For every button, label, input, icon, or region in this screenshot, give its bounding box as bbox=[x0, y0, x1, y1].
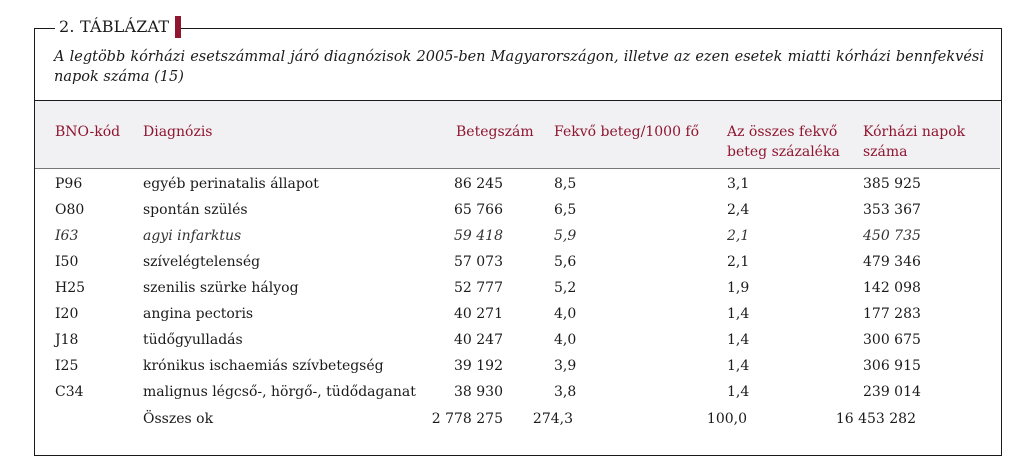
table-row bbox=[0, 327, 1013, 353]
header-days-line1: Kórházi napok bbox=[863, 124, 966, 140]
row-diagnosis: agyi infarktus bbox=[143, 228, 242, 244]
row-patients: 57 073 bbox=[454, 254, 503, 270]
row-percent: 2,1 bbox=[727, 228, 750, 244]
row-percent: 3,1 bbox=[727, 176, 750, 192]
row-code: C34 bbox=[55, 384, 84, 400]
row-per1000: 5,9 bbox=[554, 228, 577, 244]
row-code: J18 bbox=[55, 332, 79, 348]
header-percent-line2: beteg százaléka bbox=[727, 144, 840, 160]
row-patients: 40 247 bbox=[454, 332, 503, 348]
row-patients: 38 930 bbox=[454, 384, 503, 400]
row-code: P96 bbox=[55, 176, 83, 192]
row-diagnosis: malignus légcső-, hörgő-, tüdődaganat bbox=[143, 384, 416, 400]
table-row bbox=[0, 353, 1013, 379]
row-patients: 59 418 bbox=[454, 228, 503, 244]
row-per1000: 3,9 bbox=[554, 358, 577, 374]
row-days: 385 925 bbox=[863, 176, 921, 192]
row-days: 479 346 bbox=[863, 254, 921, 270]
table-row bbox=[0, 223, 1013, 249]
header-days-line2: száma bbox=[863, 144, 908, 160]
total-patients: 2 778 275 bbox=[431, 411, 503, 427]
row-per1000: 5,6 bbox=[554, 254, 577, 270]
table-row bbox=[0, 301, 1013, 327]
header-patients: Betegszám bbox=[456, 124, 534, 140]
row-days: 306 915 bbox=[863, 358, 921, 374]
row-percent: 1,4 bbox=[727, 358, 750, 374]
row-percent: 1,4 bbox=[727, 306, 750, 322]
row-per1000: 8,5 bbox=[554, 176, 577, 192]
row-code: I25 bbox=[55, 358, 79, 374]
row-days: 177 283 bbox=[863, 306, 921, 322]
row-diagnosis: angina pectoris bbox=[143, 306, 254, 322]
table-row bbox=[0, 379, 1013, 405]
header-percent bbox=[727, 122, 840, 162]
row-diagnosis: krónikus ischaemiás szívbetegség bbox=[143, 358, 384, 374]
row-code: I50 bbox=[55, 254, 79, 270]
row-patients: 86 245 bbox=[454, 176, 503, 192]
row-code: I63 bbox=[55, 228, 79, 244]
row-code: H25 bbox=[55, 280, 86, 296]
table-row bbox=[0, 197, 1013, 223]
header-percent-line1: Az összes fekvő bbox=[727, 124, 838, 140]
row-code: I20 bbox=[55, 306, 79, 322]
row-per1000: 5,2 bbox=[554, 280, 577, 296]
table-total-row bbox=[0, 406, 1013, 432]
row-code: O80 bbox=[55, 202, 85, 218]
row-per1000: 4,0 bbox=[554, 306, 577, 322]
row-patients: 65 766 bbox=[454, 202, 503, 218]
table-label: 2. TÁBLÁZAT bbox=[55, 16, 175, 38]
table-row bbox=[0, 249, 1013, 275]
row-patients: 39 192 bbox=[454, 358, 503, 374]
row-percent: 2,1 bbox=[727, 254, 750, 270]
header-code: BNO-kód bbox=[55, 124, 121, 140]
row-per1000: 4,0 bbox=[554, 332, 577, 348]
total-label: Összes ok bbox=[143, 411, 214, 427]
table-caption: A legtöbb kórházi esetszámmal járó diagnózisok 2005-ben Magyarországon, illetve az ezen esetek miatti kórházi bennfekvési napok száma (15) bbox=[54, 49, 984, 85]
row-diagnosis: szívelégtelenség bbox=[143, 254, 261, 270]
row-per1000: 6,5 bbox=[554, 202, 577, 218]
row-percent: 2,4 bbox=[727, 202, 750, 218]
header-divider bbox=[35, 168, 1000, 169]
header-days bbox=[863, 122, 965, 162]
row-diagnosis: szenilis szürke hályog bbox=[143, 280, 299, 296]
row-days: 142 098 bbox=[863, 280, 921, 296]
table-label-accent bbox=[175, 16, 181, 38]
table-row bbox=[0, 275, 1013, 301]
total-percent: 100,0 bbox=[706, 411, 747, 427]
row-percent: 1,4 bbox=[727, 384, 750, 400]
row-percent: 1,9 bbox=[727, 280, 750, 296]
total-days: 16 453 282 bbox=[835, 411, 916, 427]
row-patients: 52 777 bbox=[454, 280, 503, 296]
row-per1000: 3,8 bbox=[554, 384, 577, 400]
row-days: 353 367 bbox=[863, 202, 921, 218]
total-per1000: 274,3 bbox=[532, 411, 573, 427]
row-percent: 1,4 bbox=[727, 332, 750, 348]
row-diagnosis: tüdőgyulladás bbox=[143, 332, 243, 348]
row-days: 239 014 bbox=[863, 384, 921, 400]
row-days: 300 675 bbox=[863, 332, 921, 348]
row-diagnosis: spontán szülés bbox=[143, 202, 248, 218]
row-patients: 40 271 bbox=[454, 306, 503, 322]
header-per1000: Fekvő beteg/1000 fő bbox=[554, 124, 700, 140]
table-row bbox=[0, 171, 1013, 197]
row-days: 450 735 bbox=[863, 228, 921, 244]
header-diagnosis: Diagnózis bbox=[143, 124, 213, 140]
row-diagnosis: egyéb perinatalis állapot bbox=[143, 176, 319, 192]
